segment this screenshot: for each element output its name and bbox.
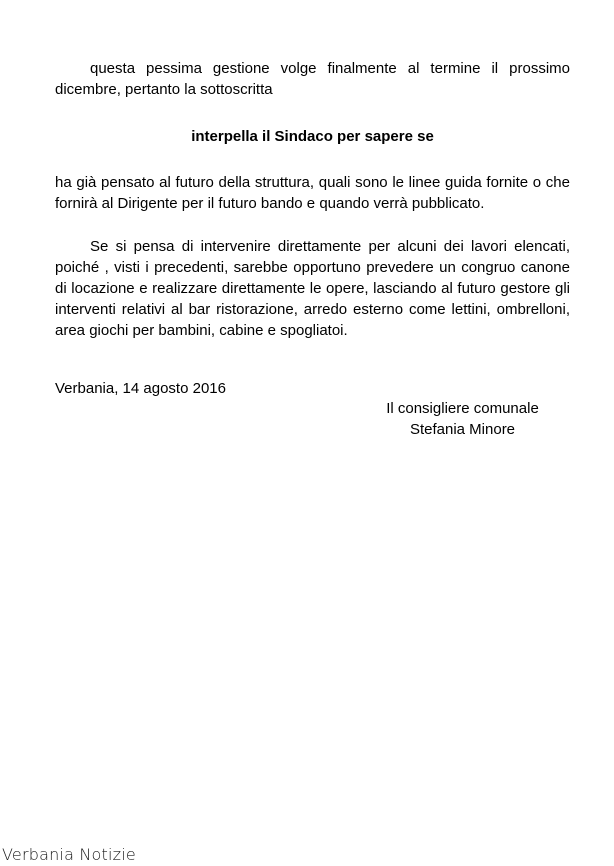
- signature-block: [340, 398, 585, 440]
- signature-role: Il consigliere comunale: [386, 400, 539, 417]
- footer-watermark: Verbania Notizie: [2, 845, 136, 864]
- date-line: Verbania, 14 agosto 2016: [55, 380, 226, 397]
- spacer-before-heading: [55, 100, 570, 126]
- spacer-between-paragraphs: [55, 214, 570, 236]
- spacer-after-heading: [55, 147, 570, 172]
- paragraph-opening: questa pessima gestione volge finalmente al termine il prossimo dicembre, pertanto la sottoscritta: [55, 60, 570, 98]
- document-text-body: [55, 58, 570, 341]
- signature-name: Stefania Minore: [409, 421, 516, 438]
- paragraph-questions: ha già pensato al futuro della struttura, quali sono le linee guida fornite o che fornirà al Dirigente per il futuro bando e quando verrà pubblicato.: [55, 174, 570, 212]
- paragraph-proposal: Se si pensa di intervenire direttamente per alcuni dei lavori elencati, poiché , visti i precedenti, sarebbe opportuno prevedere un congruo canone di locazione e realizzare direttamente le opere, lasciando al futuro gestore gli interventi relativi al bar ristorazione, arredo esterno come lettini, ombrelloni, area giochi per bambini, cabine e spogliatoi.: [55, 238, 570, 339]
- interpellanza-heading: interpella il Sindaco per sapere se: [191, 128, 434, 145]
